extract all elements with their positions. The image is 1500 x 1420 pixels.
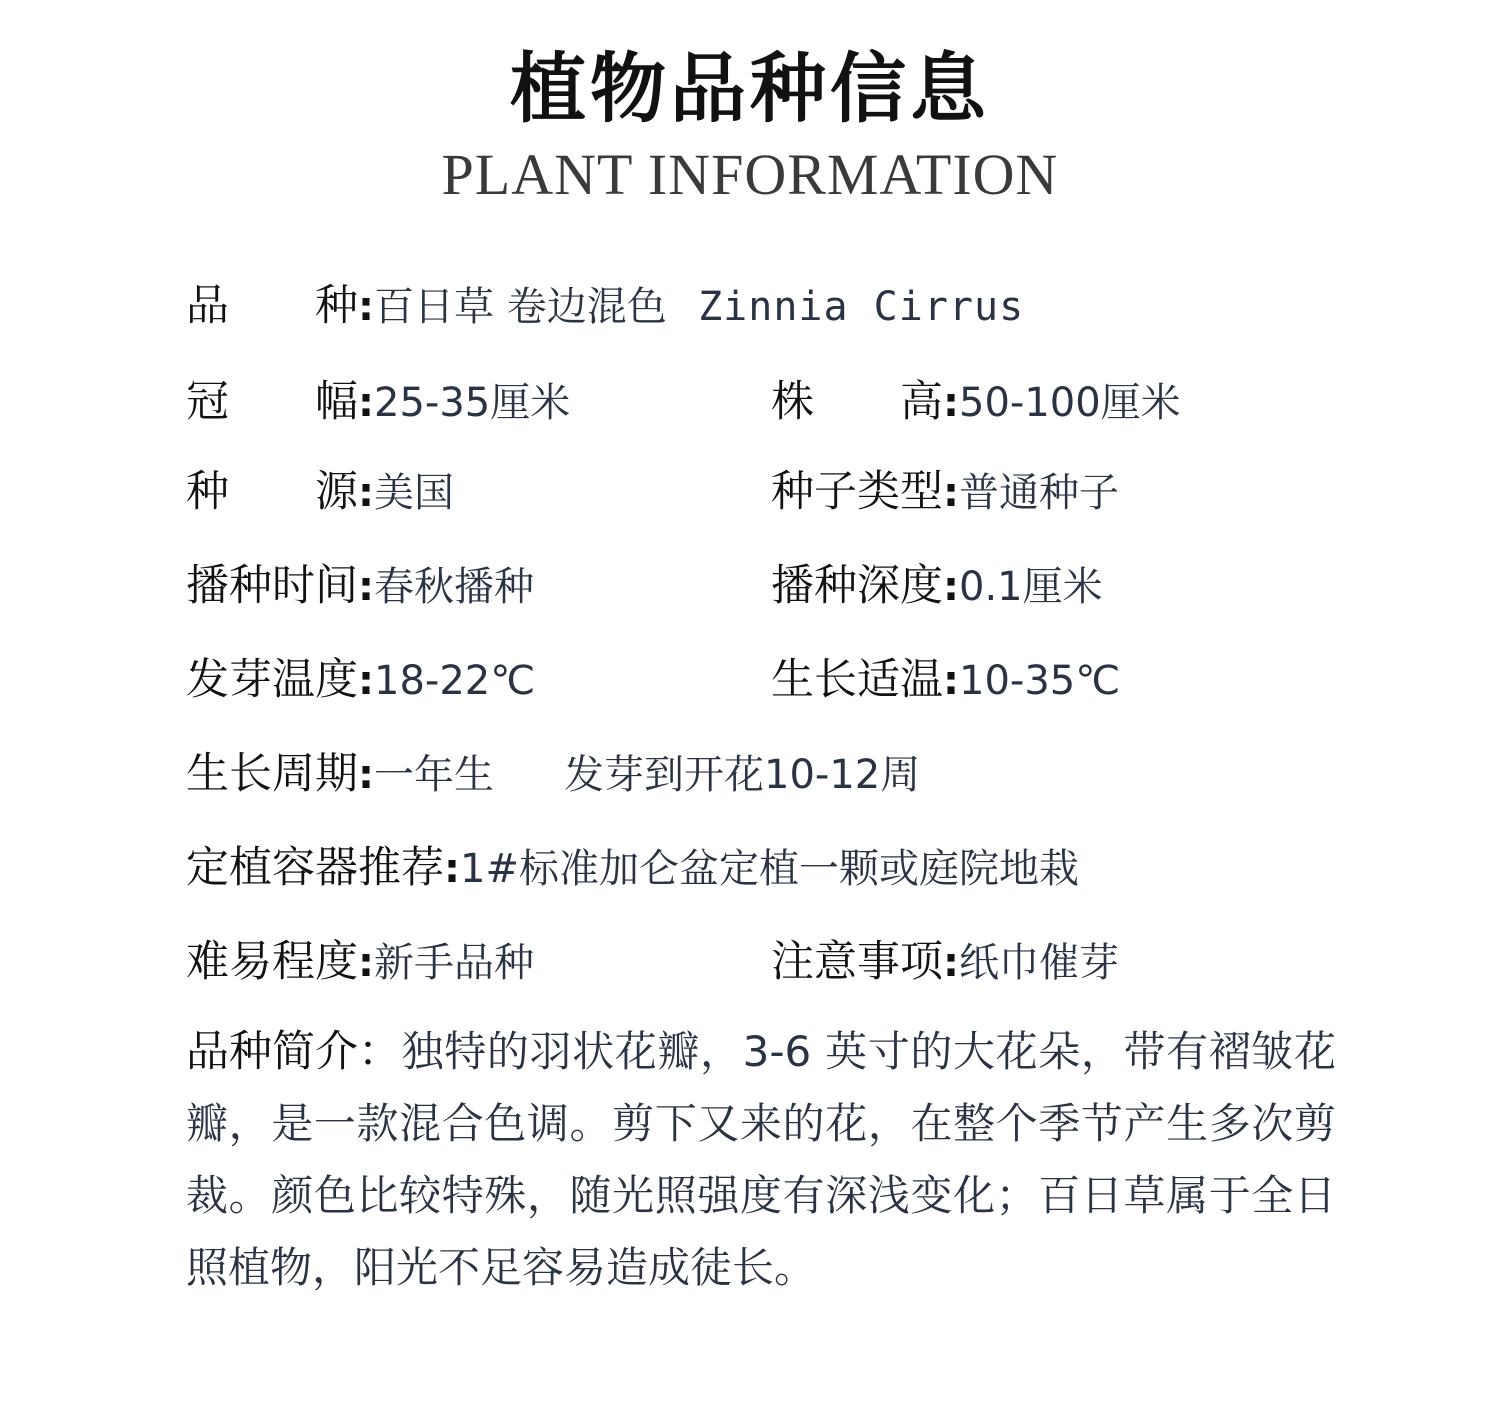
field-growth-cycle: [186, 744, 920, 805]
field-value: 0.1厘米: [959, 564, 1103, 610]
field-label: 难易程度: [186, 937, 358, 987]
field-value: 纸巾催芽: [959, 940, 1119, 986]
field-sowing-depth: [771, 556, 1103, 617]
field-crown-width: [186, 372, 570, 433]
intro-label: 品种简介：: [186, 1027, 401, 1077]
field-value: 美国: [374, 470, 454, 516]
field-colon: :: [943, 658, 959, 704]
page-subtitle: PLANT INFORMATION: [441, 142, 1059, 207]
page-title: 植物品种信息: [510, 44, 990, 133]
field-growth-temp: [771, 650, 1120, 711]
field-container: [186, 838, 1079, 899]
field-colon: :: [358, 564, 374, 610]
field-value: 百日草 卷边混色: [374, 284, 667, 330]
field-value: 1#标准加仑盆定植一颗或庭院地栽: [460, 846, 1079, 892]
field-plant-height: [771, 372, 1181, 433]
field-colon: :: [358, 284, 374, 330]
field-value-latin: Zinnia Cirrus: [698, 284, 1025, 330]
field-value: 18-22℃: [374, 658, 536, 704]
field-label: 品 种: [186, 281, 358, 331]
field-label: 种 源: [186, 467, 358, 517]
field-seed-type: [771, 462, 1119, 523]
field-label: 发芽温度: [186, 655, 358, 705]
field-label: 生长周期: [186, 749, 358, 799]
field-label: 冠 幅: [186, 377, 358, 427]
field-colon: :: [358, 940, 374, 986]
field-colon: :: [358, 470, 374, 516]
field-value: 普通种子: [959, 470, 1119, 516]
field-origin: [186, 462, 454, 523]
field-value-secondary: 发芽到开花10-12周: [564, 752, 921, 798]
field-label: 生长适温: [771, 655, 943, 705]
field-colon: :: [943, 940, 959, 986]
intro-text: 独特的羽状花瓣，3-6 英寸的大花朵，带有褶皱花瓣，是一款混合色调。剪下又来的花，在整个季节产生多次剪裁。颜色比较特殊，随光照强度有深浅变化；百日草属于全日照植物，阳光不足容易造成徒长。: [186, 1027, 1336, 1292]
field-sowing-time: [186, 556, 534, 617]
field-value: 新手品种: [374, 940, 534, 986]
field-label: 定植容器推荐: [186, 843, 444, 893]
field-label: 株 高: [771, 377, 943, 427]
field-value: 10-35℃: [959, 658, 1121, 704]
field-variety: [186, 276, 1024, 337]
variety-intro: [186, 1016, 1336, 1304]
field-colon: :: [358, 380, 374, 426]
field-label: 种子类型: [771, 467, 943, 517]
field-label: 注意事项: [771, 937, 943, 987]
field-germination-temp: [186, 650, 535, 711]
field-label: 播种深度: [771, 561, 943, 611]
field-difficulty: [186, 932, 534, 993]
field-notes: [771, 932, 1119, 993]
field-colon: :: [358, 752, 374, 798]
field-colon: :: [943, 564, 959, 610]
field-label: 播种时间: [186, 561, 358, 611]
field-colon: :: [943, 380, 959, 426]
field-value: 25-35厘米: [374, 380, 571, 426]
field-colon: :: [358, 658, 374, 704]
field-value: 春秋播种: [374, 564, 534, 610]
field-colon: :: [943, 470, 959, 516]
field-value: 一年生: [374, 752, 494, 798]
field-value: 50-100厘米: [959, 380, 1181, 426]
field-colon: :: [444, 846, 460, 892]
